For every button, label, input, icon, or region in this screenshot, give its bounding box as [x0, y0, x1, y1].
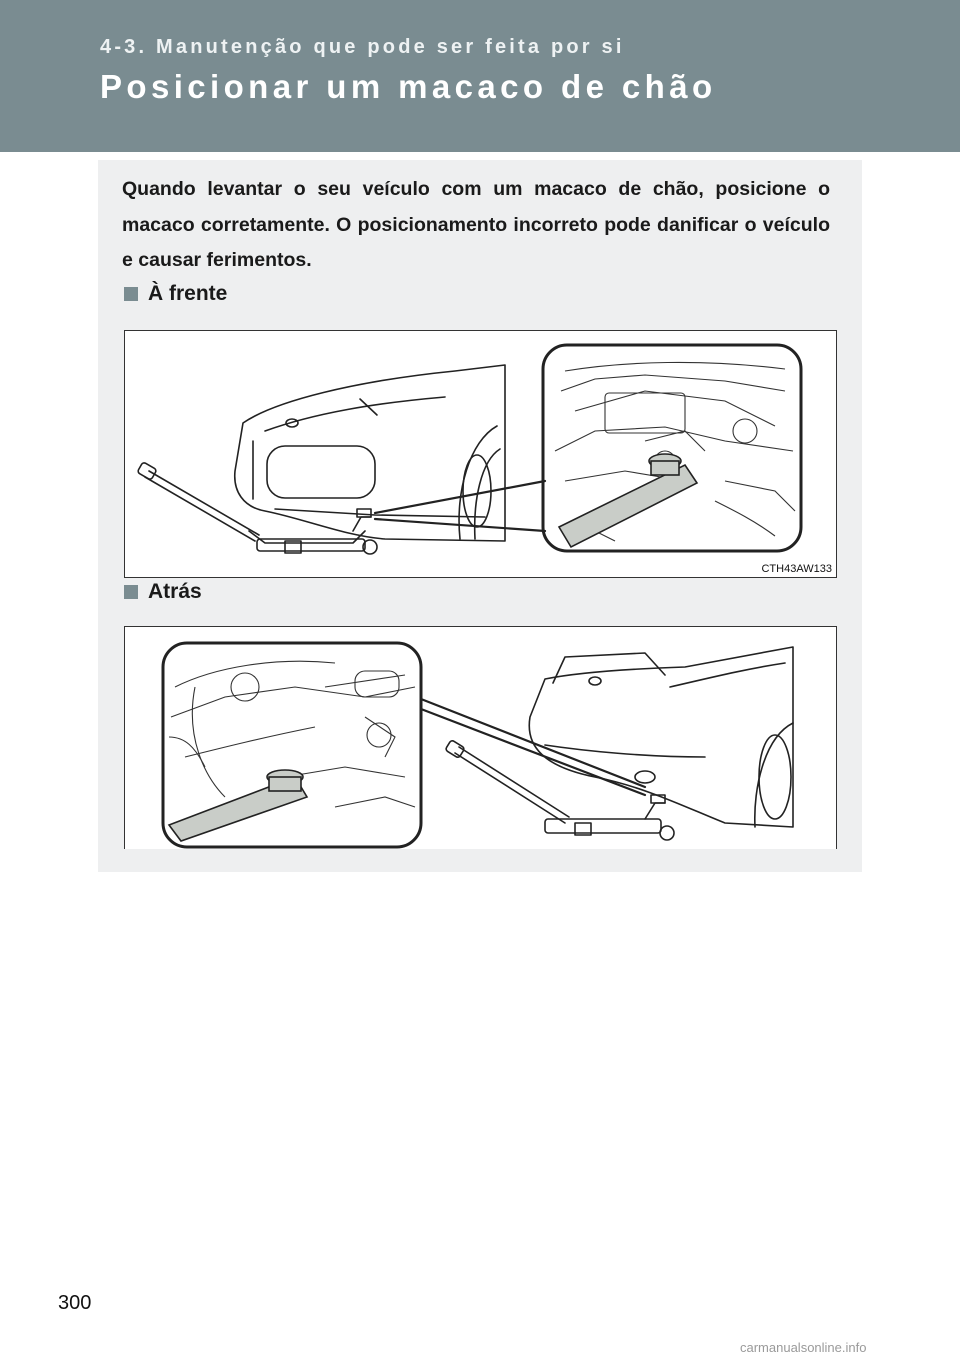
- figure-front-jack: [124, 330, 837, 578]
- section-label: 4-3. Manutenção que pode ser feita por si: [100, 36, 625, 58]
- figure-code: CTH43AW133: [761, 563, 832, 575]
- subheading-rear: [124, 580, 202, 604]
- page-number: 300: [58, 1292, 92, 1314]
- square-bullet-icon: [124, 585, 138, 599]
- subheading-rear-label: Atrás: [148, 580, 202, 603]
- page-title: Posicionar um macaco de chão: [100, 68, 717, 105]
- square-bullet-icon: [124, 287, 138, 301]
- subheading-front-label: À frente: [148, 282, 228, 305]
- figure-rear-jack: [124, 626, 837, 849]
- subheading-front: [124, 282, 227, 306]
- intro-paragraph: Quando levantar o seu veículo com um macaco de chão, posicione o macaco corretamente. O posicionamento incorreto pode danificar o veículo e causar ferimentos.: [122, 178, 830, 271]
- header-band: [0, 0, 960, 152]
- watermark: carmanualsonline.info: [740, 1340, 867, 1355]
- rear-jack-illustration: [125, 627, 836, 849]
- front-jack-illustration: [125, 331, 836, 577]
